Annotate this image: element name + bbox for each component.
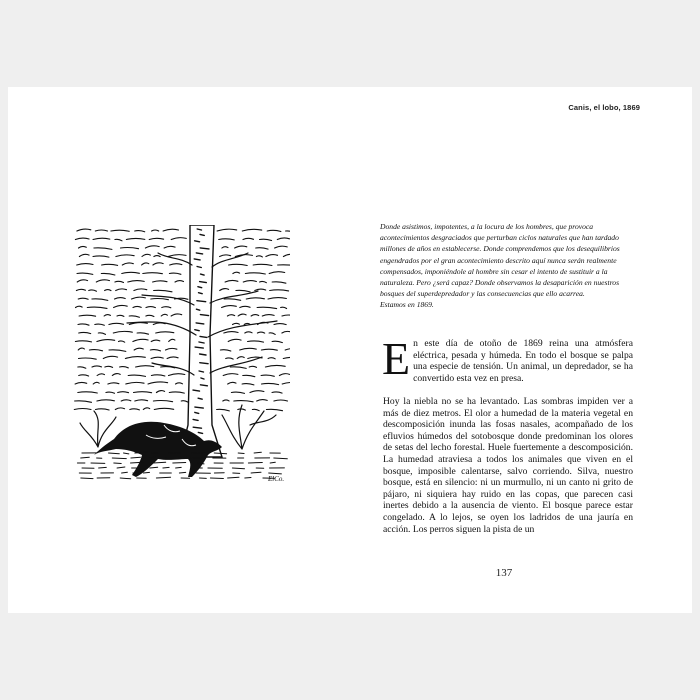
illustration-signature: ElCo. [268, 475, 285, 483]
running-head: Canis, el lobo, 1869 [568, 103, 640, 112]
tree-trunk [180, 225, 222, 457]
body-paragraph-1 [382, 333, 633, 384]
paragraph-1-text: n este día de otoño de 1869 reina una atmósfera eléctrica, pesada y húmeda. En todo el bosque se palpa una especie de tensión. Un animal, un depredador, se ha convertido esta vez en presa. [413, 338, 633, 384]
wolf-forest-illustration [72, 225, 290, 487]
epigraph-closing: Estamos en 1869. [380, 300, 434, 310]
epigraph-text: Donde asistimos, impotentes, a la locura de los hombres, que provoca acontecimientos desgraciados que perturban ciclos naturales que han tardado millones de años en establecerse. Donde comprendemos que los desequilibrios engendrados por el gran acontecimiento descrito aquí nunca serán realmente compensados, imponiéndole al hombre sin cesar el intento de sustituir a la naturaleza. Pero ¿será capaz? Donde observamos la desaparición en nuestros bosques del superdepredador y las consecuencias que ello acarrea. [380, 222, 620, 299]
chapter-epigraph [380, 221, 630, 311]
drop-cap: E [382, 333, 411, 384]
body-paragraph-2: Hoy la niebla no se ha levantado. Las sombras impiden ver a más de diez metros. El olor a humedad de la materia vegetal en descomposición inunda las fosas nasales, acompañado de los efluvios húmedos del sotobosque donde predominan los olores de setas del lecho forestal. Huele fuertemente a descomposición. La humedad atraviesa a todos los animales que viven en el bosque, imposible calentarse, salvo corriendo. Silva, nuestro bosque, está en silencio: ni un murmullo, ni un canto ni grito de pájaro, ni siquiera hay ruido en las copas, que parecen casi inertes debido a la ausencia de viento. El bosque parece estar congelado. A lo lejos, se oyen los ladridos de una jauría en acción. Los perros siguen la pista de un [383, 395, 633, 535]
chapter-body [382, 333, 633, 547]
page-number: 137 [495, 567, 513, 579]
canopy-hatching [74, 229, 290, 411]
